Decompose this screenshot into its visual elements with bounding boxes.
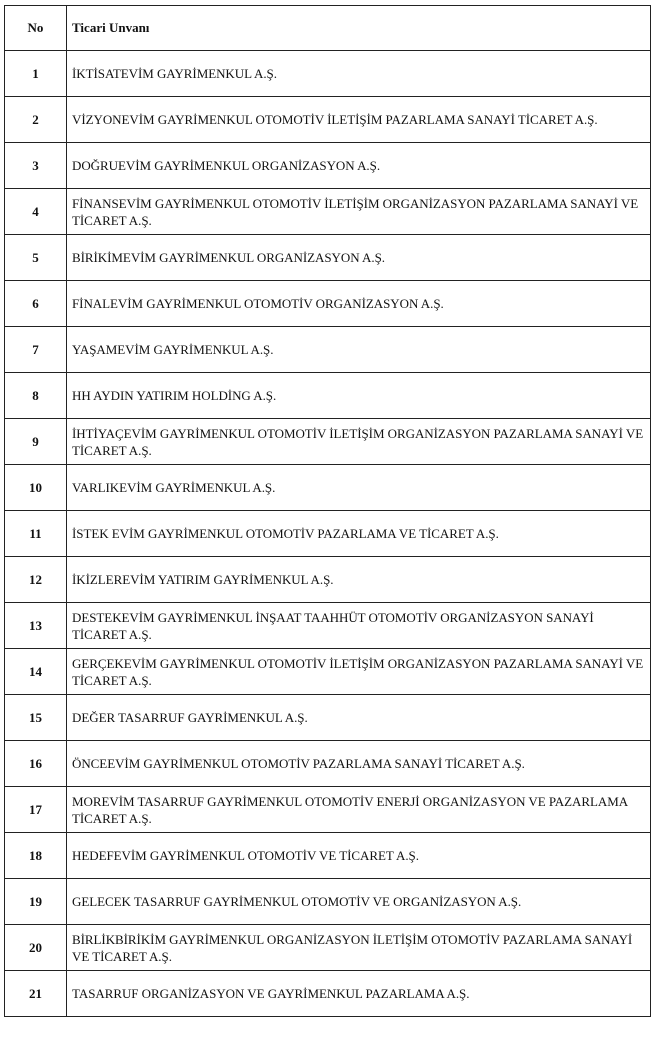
row-number: 2 bbox=[5, 97, 67, 143]
table-row bbox=[5, 143, 651, 189]
table-row bbox=[5, 879, 651, 925]
company-trade-name: YAŞAMEVİM GAYRİMENKUL A.Ş. bbox=[67, 327, 651, 373]
company-trade-name: İSTEK EVİM GAYRİMENKUL OTOMOTİV PAZARLAMA VE TİCARET A.Ş. bbox=[67, 511, 651, 557]
row-number: 18 bbox=[5, 833, 67, 879]
company-trade-name: VİZYONEVİM GAYRİMENKUL OTOMOTİV İLETİŞİM PAZARLAMA SANAYİ TİCARET A.Ş. bbox=[67, 97, 651, 143]
table-row bbox=[5, 787, 651, 833]
table-row bbox=[5, 189, 651, 235]
row-number: 11 bbox=[5, 511, 67, 557]
row-number: 19 bbox=[5, 879, 67, 925]
companies-table bbox=[4, 5, 651, 1017]
company-trade-name: GERÇEKEVİM GAYRİMENKUL OTOMOTİV İLETİŞİM ORGANİZASYON PAZARLAMA SANAYİ VE TİCARET A.Ş. bbox=[67, 649, 651, 695]
table-header-row bbox=[5, 6, 651, 51]
row-number: 14 bbox=[5, 649, 67, 695]
company-trade-name: GELECEK TASARRUF GAYRİMENKUL OTOMOTİV VE ORGANİZASYON A.Ş. bbox=[67, 879, 651, 925]
header-trade-name: Ticari Unvanı bbox=[67, 6, 651, 51]
row-number: 5 bbox=[5, 235, 67, 281]
row-number: 20 bbox=[5, 925, 67, 971]
table-row bbox=[5, 373, 651, 419]
row-number: 10 bbox=[5, 465, 67, 511]
table-row bbox=[5, 235, 651, 281]
row-number: 12 bbox=[5, 557, 67, 603]
table-row bbox=[5, 465, 651, 511]
company-trade-name: HEDEFEVİM GAYRİMENKUL OTOMOTİV VE TİCARET A.Ş. bbox=[67, 833, 651, 879]
company-trade-name: DEĞER TASARRUF GAYRİMENKUL A.Ş. bbox=[67, 695, 651, 741]
row-number: 16 bbox=[5, 741, 67, 787]
company-trade-name: BİRİKİMEVİM GAYRİMENKUL ORGANİZASYON A.Ş. bbox=[67, 235, 651, 281]
row-number: 3 bbox=[5, 143, 67, 189]
company-trade-name: ÖNCEEVİM GAYRİMENKUL OTOMOTİV PAZARLAMA SANAYİ TİCARET A.Ş. bbox=[67, 741, 651, 787]
company-trade-name: DOĞRUEVİM GAYRİMENKUL ORGANİZASYON A.Ş. bbox=[67, 143, 651, 189]
table-row bbox=[5, 97, 651, 143]
table-row bbox=[5, 603, 651, 649]
company-trade-name: VARLIKEVİM GAYRİMENKUL A.Ş. bbox=[67, 465, 651, 511]
table-row bbox=[5, 51, 651, 97]
header-no: No bbox=[5, 6, 67, 51]
row-number: 7 bbox=[5, 327, 67, 373]
company-trade-name: TASARRUF ORGANİZASYON VE GAYRİMENKUL PAZARLAMA A.Ş. bbox=[67, 971, 651, 1017]
company-trade-name: FİNALEVİM GAYRİMENKUL OTOMOTİV ORGANİZASYON A.Ş. bbox=[67, 281, 651, 327]
row-number: 6 bbox=[5, 281, 67, 327]
table-row bbox=[5, 419, 651, 465]
company-trade-name: İKTİSATEVİM GAYRİMENKUL A.Ş. bbox=[67, 51, 651, 97]
table-row bbox=[5, 281, 651, 327]
row-number: 17 bbox=[5, 787, 67, 833]
company-trade-name: İHTİYAÇEVİM GAYRİMENKUL OTOMOTİV İLETİŞİM ORGANİZASYON PAZARLAMA SANAYİ VE TİCARET A.Ş. bbox=[67, 419, 651, 465]
row-number: 8 bbox=[5, 373, 67, 419]
table-row bbox=[5, 649, 651, 695]
company-trade-name: DESTEKEVİM GAYRİMENKUL İNŞAAT TAAHHÜT OTOMOTİV ORGANİZASYON SANAYİ TİCARET A.Ş. bbox=[67, 603, 651, 649]
table-row bbox=[5, 971, 651, 1017]
company-trade-name: BİRLİKBİRİKİM GAYRİMENKUL ORGANİZASYON İLETİŞİM OTOMOTİV PAZARLAMA SANAYİ VE TİCARET A.Ş. bbox=[67, 925, 651, 971]
row-number: 21 bbox=[5, 971, 67, 1017]
table-row bbox=[5, 557, 651, 603]
table-row bbox=[5, 327, 651, 373]
table-row bbox=[5, 695, 651, 741]
row-number: 9 bbox=[5, 419, 67, 465]
table-row bbox=[5, 925, 651, 971]
company-trade-name: MOREVİM TASARRUF GAYRİMENKUL OTOMOTİV ENERJİ ORGANİZASYON VE PAZARLAMA TİCARET A.Ş. bbox=[67, 787, 651, 833]
company-trade-name: HH AYDIN YATIRIM HOLDİNG A.Ş. bbox=[67, 373, 651, 419]
row-number: 15 bbox=[5, 695, 67, 741]
company-trade-name: İKİZLEREVİM YATIRIM GAYRİMENKUL A.Ş. bbox=[67, 557, 651, 603]
row-number: 13 bbox=[5, 603, 67, 649]
row-number: 4 bbox=[5, 189, 67, 235]
table-row bbox=[5, 511, 651, 557]
table-row bbox=[5, 741, 651, 787]
company-trade-name: FİNANSEVİM GAYRİMENKUL OTOMOTİV İLETİŞİM ORGANİZASYON PAZARLAMA SANAYİ VE TİCARET A.Ş. bbox=[67, 189, 651, 235]
table-body bbox=[5, 51, 651, 1017]
row-number: 1 bbox=[5, 51, 67, 97]
table-row bbox=[5, 833, 651, 879]
